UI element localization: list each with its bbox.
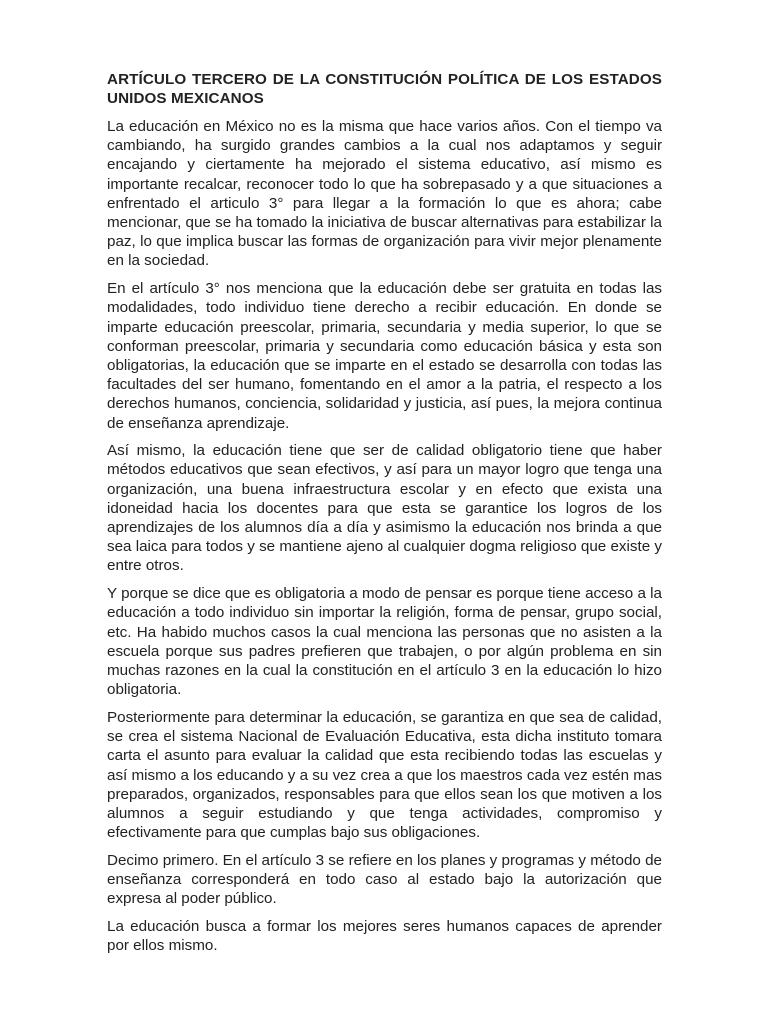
paragraph-2: En el artículo 3° nos menciona que la educación debe ser gratuita en todas las modalidades, todo individuo tiene derecho a recibir educación. En donde se imparte educación preescolar, primaria, secundaria y media superior, lo que se conforman preescolar, primaria y secundaria como educación básica y esta son obligatorias, la educación que se imparte en el estado se desarrolla con todas las facultades del ser humano, fomentando en el amor a la patria, el respecto a los derechos humanos, conciencia, solidaridad y justicia, así pues, la mejora continua de enseñanza aprendizaje. — [107, 280, 662, 432]
paragraph-4: Y porque se dice que es obligatoria a modo de pensar es porque tiene acceso a la educación a todo individuo sin importar la religión, forma de pensar, grupo social, etc. Ha habido muchos casos la cual menciona las personas que no asisten a la escuela porque sus padres prefieren que trabajen, o por algún problema en sin muchas razones en la cual la constitución en el artículo 3 en la educación lo hizo obligatoria. — [107, 585, 662, 699]
paragraph-1: La educación en México no es la misma que hace varios años. Con el tiempo va cambiando, ha surgido grandes cambios a la cual nos adaptamos y seguir encajando y ciertamente ha mejorado el sistema educativo, así mismo es importante recalcar, reconocer todo lo que ha sobrepasado y a que situaciones a enfrentado el articulo 3° para llegar a la formación lo que es ahora; cabe mencionar, que se ha tomado la iniciativa de buscar alternativas para estabilizar la paz, lo que implica buscar las formas de organización para vivir mejor plenamente en la sociedad. — [107, 118, 662, 270]
document-title: ARTÍCULO TERCERO DE LA CONSTITUCIÓN POLÍTICA DE LOS ESTADOS UNIDOS MEXICANOS — [107, 71, 662, 107]
paragraph-5: Posteriormente para determinar la educación, se garantiza en que sea de calidad, se crea el sistema Nacional de Evaluación Educativa, esta dicha instituto tomara carta el asunto para evaluar la calidad que esta recibiendo todas las escuelas y así mismo a los educando y a su vez crea a que los maestros cada vez estén mas preparados, organizados, responsables para que ellos sean los que motiven a los alumnos a seguir estudiando y que tenga actividades, compromiso y efectivamente para que cumplas bajo sus obligaciones. — [107, 708, 662, 842]
paragraph-6: Decimo primero. En el artículo 3 se refiere en los planes y programas y método de enseñanza corresponderá en todo caso al estado bajo la autorización que expresa al poder público. — [107, 851, 662, 908]
paragraph-7: La educación busca a formar los mejores seres humanos capaces de aprender por ellos mismo. — [107, 917, 662, 955]
document-body — [107, 70, 662, 964]
paragraph-3: Así mismo, la educación tiene que ser de calidad obligatorio tiene que haber métodos educativos que sean efectivos, y así para un mayor logro que tenga una organización, una buena infraestructura escolar y en efecto que exista una idoneidad hacia los docentes para que esta se garantice los logros de los aprendizajes de los alumnos día a día y asimismo la educación nos brinda a que sea laica para todos y se mantiene ajeno al cualquier dogma religioso que existe y entre otros. — [107, 442, 662, 575]
